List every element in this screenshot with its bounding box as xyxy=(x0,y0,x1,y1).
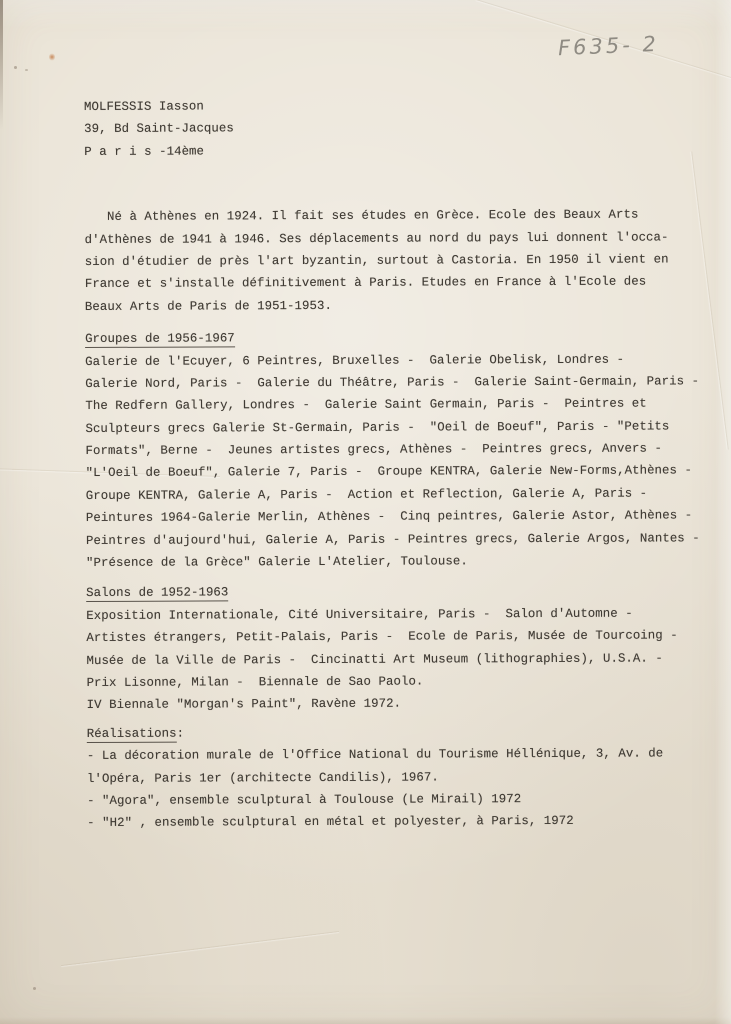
groupes-line: "Présence de la Grèce" Galerie L'Atelier, Toulouse. xyxy=(86,554,468,571)
realisations-line: - La décoration murale de l'Office National du Tourisme Héllénique, 3, Av. de xyxy=(86,746,664,764)
bio-line: Né à Athènes en 1924. Il fait ses études en Grèce. Ecole des Beaux Arts xyxy=(84,207,639,225)
section-heading-text: Réalisations xyxy=(86,726,177,741)
salons-line: Exposition Internationale, Cité Universitaire, Paris - Salon d'Automne - xyxy=(86,606,633,623)
section-heading xyxy=(86,580,719,605)
paper-stain xyxy=(49,53,55,61)
groupes-line: Peintres d'aujourd'hui, Galerie A, Paris - Peintres grecs, Galerie Argos, Nantes - xyxy=(85,530,700,548)
groupes-line: Groupe KENTRA, Galerie A, Paris - Action et Reflection, Galerie A, Paris - xyxy=(85,486,648,503)
section-groupes xyxy=(85,325,719,574)
address-street: 39, Bd Saint-Jacques xyxy=(84,121,234,137)
realisations-line: - "Agora", ensemble sculptural à Toulouse (Le Mirail) 1972 xyxy=(87,792,522,808)
paper-crease xyxy=(61,931,339,966)
paper-edge-shadow xyxy=(0,0,3,130)
realisations-line: - "H2" , ensemble sculptural en métal et polyester, à Paris, 1972 xyxy=(87,814,574,831)
section-heading xyxy=(87,720,720,745)
author-name: MOLFESSIS Iasson xyxy=(84,99,204,114)
section-realisations xyxy=(87,720,720,835)
section-heading xyxy=(85,325,718,350)
typewritten-content xyxy=(84,93,720,834)
salons-line: Musée de la Ville de Paris - Cincinatti Art Museum (lithographies), U.S.A. - xyxy=(86,651,663,668)
section-salons xyxy=(86,580,720,717)
groupes-line: Formats", Berne - Jeunes artistes grecs, Athènes - Peintres grecs, Anvers - xyxy=(85,441,662,459)
realisations-line: l'Opéra, Paris 1er (architecte Candilis), 1967. xyxy=(86,770,439,786)
section-heading-text: Salons de 1952-1963 xyxy=(86,585,229,601)
biography-paragraph xyxy=(84,203,717,318)
section-heading-suffix: : xyxy=(176,726,185,741)
bio-line: d'Athènes de 1941 à 1946. Ses déplacements au nord du pays lui donnent l'occa- xyxy=(84,230,669,247)
groupes-line: Peintures 1964-Galerie Merlin, Athènes - Cinq peintres, Galerie Astor, Athènes - xyxy=(85,508,693,526)
groupes-line: Galerie Nord, Paris - Galerie du Théâtre, Paris - Galerie Saint-Germain, Paris - xyxy=(85,374,700,391)
paper-speck xyxy=(33,987,36,990)
groupes-line: Sculpteurs grecs Galerie St-Germain, Paris - "Oeil de Boeuf", Paris - "Petits xyxy=(85,419,670,436)
groupes-line: "L'Oeil de Boeuf", Galerie 7, Paris - Groupe KENTRA, Galerie New-Forms,Athènes - xyxy=(85,463,693,481)
paper-speck xyxy=(14,66,17,69)
address-city: P a r i s -14ème xyxy=(84,144,205,159)
bio-line: sion d'étudier de près l'art byzantin, surtout à Castoria. En 1950 il vient en xyxy=(84,252,669,269)
groupes-line: The Redfern Gallery, Londres - Galerie Saint Germain, Paris - Peintres et xyxy=(85,396,647,414)
groupes-line: Galerie de l'Ecuyer, 6 Peintres, Bruxelles - Galerie Obelisk, Londres - xyxy=(85,352,625,369)
salons-line: IV Biennale "Morgan's Paint", Ravène 1972. xyxy=(86,696,402,713)
section-heading-text: Groupes de 1956-1967 xyxy=(85,331,235,347)
address-block xyxy=(84,93,717,163)
handwritten-reference-code: F635- 2 xyxy=(557,31,660,61)
salons-line: Artistes étrangers, Petit-Palais, Paris - Ecole de Paris, Musée de Tourcoing - xyxy=(86,628,678,646)
bio-line: Beaux Arts de Paris de 1951-1953. xyxy=(84,298,332,314)
bio-line: France et s'installe définitivement à Paris. Etudes en France à l'Ecole des xyxy=(84,274,647,292)
salons-line: Prix Lisonne, Milan - Biennale de Sao Paolo. xyxy=(86,674,424,690)
paper-speck xyxy=(25,69,28,71)
